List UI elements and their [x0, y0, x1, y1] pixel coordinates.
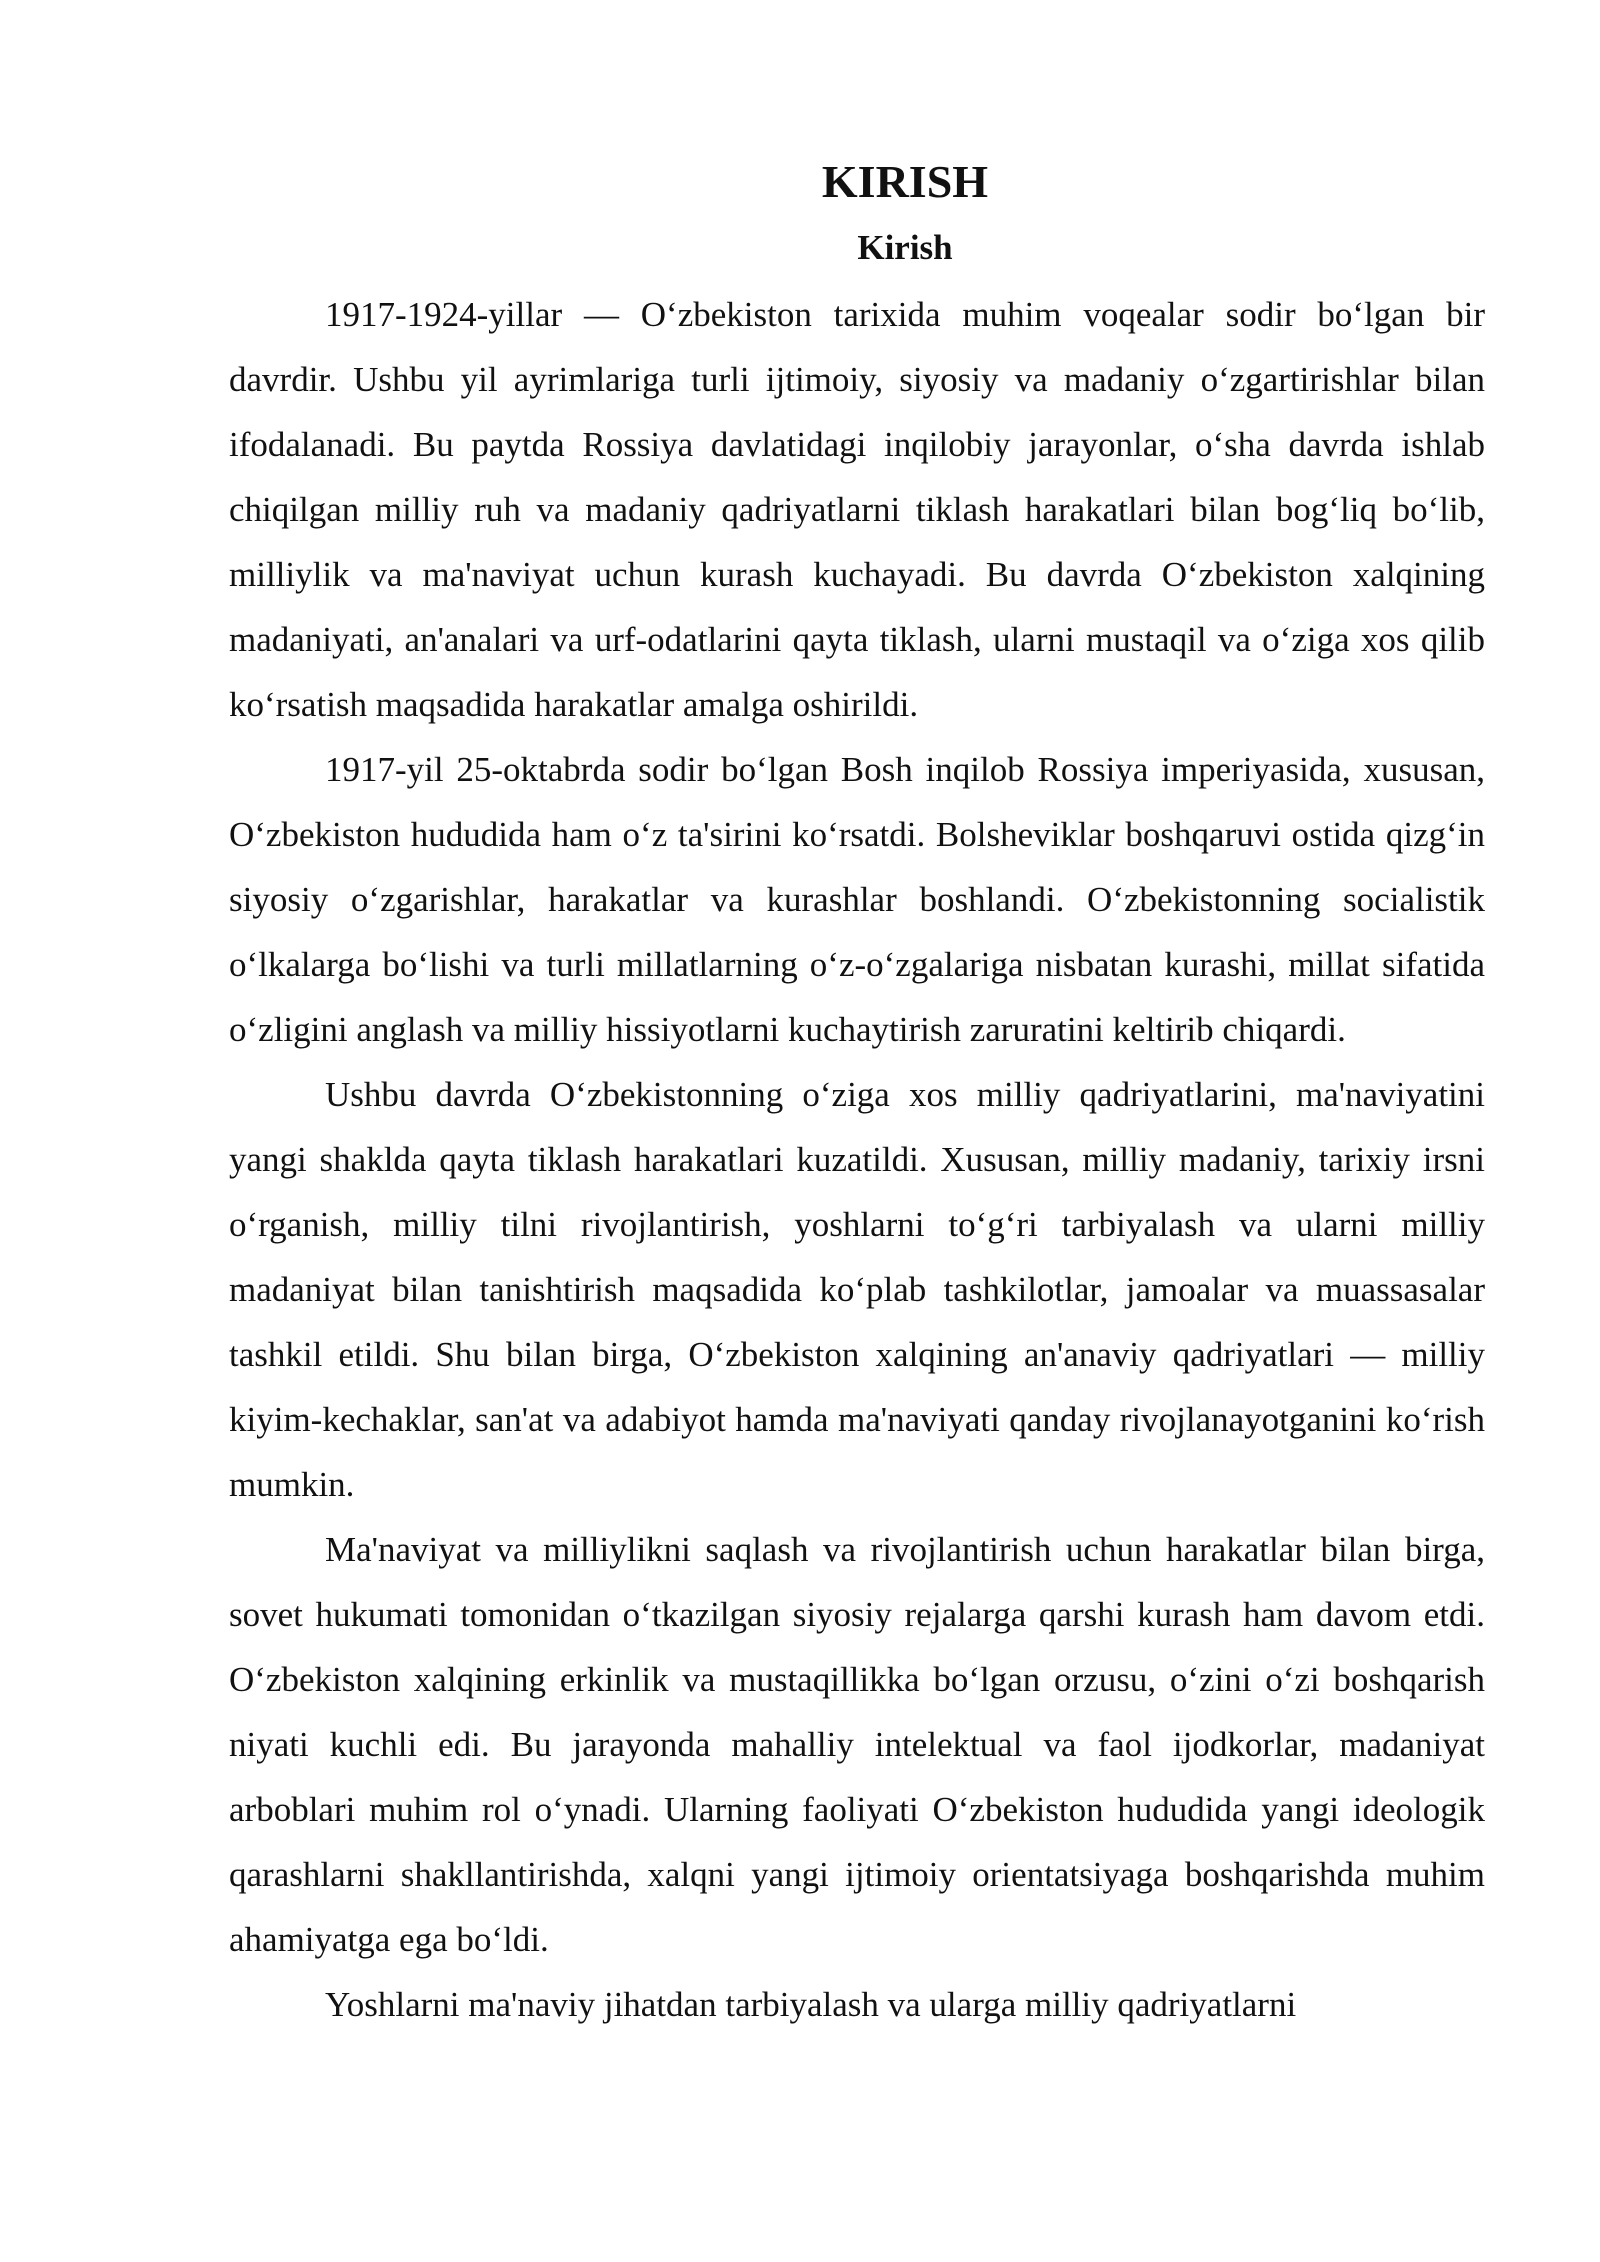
paragraph: Ushbu davrda O‘zbekistonning o‘ziga xos milliy qadriyatlarini, ma'naviyatini yangi shaklda qayta tiklash harakatlari kuzatildi. Xususan, milliy madaniy, tarixiy irsni o‘rganish, milliy tilni rivojlantirish, yoshlarni to‘g‘ri tarbiyalash va ularni milliy madaniyat bilan tanishtirish maqsadida ko‘plab tashkilotlar, jamoalar va muassasalar tashkil etildi. Shu bilan birga, O‘zbekiston xalqining an'anaviy qadriyatlari — milliy kiyim-kechaklar, san'at va adabiyot hamda ma'naviyati qanday rivojlanayotganini ko‘rish mumkin. [229, 1075, 1485, 1504]
paragraph: Yoshlarni ma'naviy jihatdan tarbiyalash va ularga milliy qadriyatlarni [325, 1985, 1297, 2024]
paragraph: 1917-yil 25-oktabrda sodir bo‘lgan Bosh inqilob Rossiya imperiyasida, xususan, O‘zbekiston hududida ham o‘z ta'sirini ko‘rsatdi. Bolsheviklar boshqaruvi ostida qizg‘in siyosiy o‘zgarishlar, harakatlar va kurashlar boshlandi. O‘zbekistonning socialistik o‘lkalarga bo‘lishi va turli millatlarning o‘z-o‘zgalariga nisbatan kurashi, millat sifatida o‘zligini anglash va milliy hissiyotlarni kuchaytirish zaruratini keltirib chiqardi. [229, 750, 1485, 1049]
paragraph: Ma'naviyat va milliylikni saqlash va rivojlantirish uchun harakatlar bilan birga, sovet hukumati tomonidan o‘tkazilgan siyosiy rejalarga qarshi kurash ham davom etdi. O‘zbekiston xalqining erkinlik va mustaqillikka bo‘lgan orzusu, o‘zini o‘zi boshqarish niyati kuchli edi. Bu jarayonda mahalliy intelektual va faol ijodkorlar, madaniyat arboblari muhim rol o‘ynadi. Ularning faoliyati O‘zbekiston hududida yangi ideologik qarashlarni shakllantirishda, xalqni yangi ijtimoiy orientatsiyaga boshqarishda muhim ahamiyatga ega bo‘ldi. [229, 1530, 1485, 1959]
document-subtitle: Kirish [857, 228, 953, 267]
document-page [229, 150, 1485, 2037]
paragraph: 1917-1924-yillar — O‘zbekiston tarixida muhim voqealar sodir bo‘lgan bir davrdir. Ushbu yil ayrimlariga turli ijtimoiy, siyosiy va madaniy o‘zgartirishlar bilan ifodalanadi. Bu paytda Rossiya davlatidagi inqilobiy jarayonlar, o‘sha davrda ishlab chiqilgan milliy ruh va madaniy qadriyatlarni tiklash harakatlari bilan bog‘liq bo‘lib, milliylik va ma'naviyat uchun kurash kuchayadi. Bu davrda O‘zbekiston xalqining madaniyati, an'analari va urf-odatlarini qayta tiklash, ularni mustaqil va o‘ziga xos qilib ko‘rsatish maqsadida harakatlar amalga oshirildi. [229, 295, 1485, 724]
document-title: KIRISH [821, 156, 989, 207]
